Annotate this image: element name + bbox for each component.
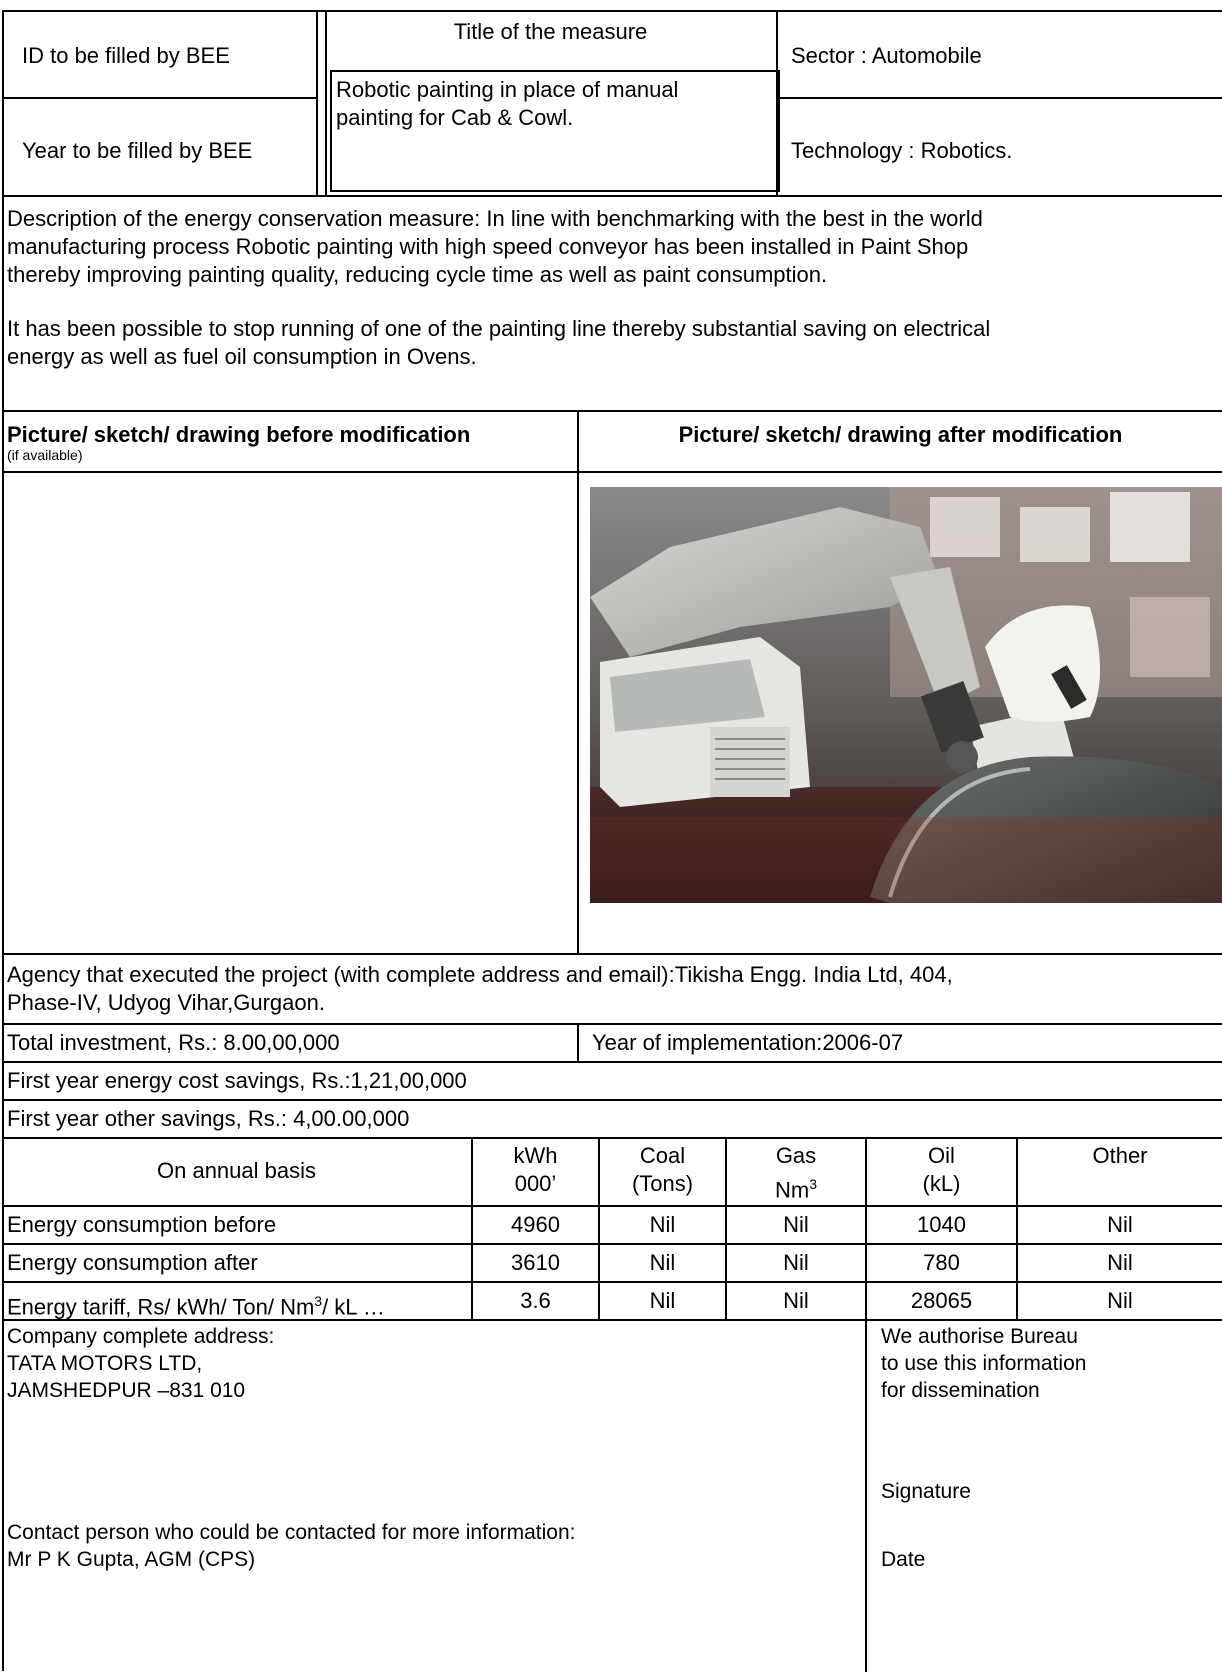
table-cell: Nil: [783, 1288, 809, 1313]
id-label: ID to be filled by BEE: [22, 43, 230, 68]
table-cell: 780: [923, 1250, 960, 1275]
description-line: manufacturing process Robotic painting with high speed conveyor has been installed in Paint Shop: [7, 234, 969, 259]
column-header-gas: Gas Nm$^3$: [774, 1143, 817, 1203]
title-heading: Title of the measure: [453, 19, 648, 44]
contact-person: Mr P K Gupta, AGM (CPS): [7, 1548, 256, 1571]
total-investment: Total investment, Rs.: 8.00,00,000: [7, 1030, 340, 1055]
agency-line: Agency that executed the project (with complete address and email):Tikisha Engg. India Ltd, 404,: [7, 962, 953, 987]
measure-title-line1: Robotic painting in place of manual: [336, 77, 679, 102]
sector-label: Sector : Automobile: [791, 43, 982, 68]
authorisation-line: We authorise Bureau: [881, 1325, 1078, 1348]
table-cell: Nil: [1107, 1288, 1133, 1313]
table-cell: 3.6: [520, 1288, 551, 1313]
table-row-label: Energy consumption after: [7, 1250, 258, 1275]
after-picture-heading: Picture/ sketch/ drawing after modification: [678, 422, 1123, 447]
authorisation-line: to use this information: [881, 1352, 1087, 1375]
robotic-painting-photo: [590, 487, 1222, 903]
table-cell: Nil: [649, 1288, 676, 1313]
description-line: Description of the energy conservation measure: In line with benchmarking with the best in the world: [7, 206, 983, 231]
technology-label: Technology : Robotics.: [791, 138, 1013, 163]
other-savings: First year other savings, Rs.: 4,00.00,000: [7, 1106, 410, 1131]
table-cell: 28065: [910, 1288, 973, 1313]
year-of-implementation: Year of implementation:2006-07: [592, 1030, 904, 1055]
table-cell: Nil: [649, 1250, 676, 1275]
column-header-kwh: kWh 000’: [513, 1143, 558, 1196]
table-row-label: Energy consumption before: [7, 1212, 277, 1237]
before-picture-heading: Picture/ sketch/ drawing before modification: [7, 422, 471, 447]
signature-field: Signature: [881, 1480, 971, 1503]
tariff-row-label: Energy tariff, Rs/ kWh/ Ton/ Nm$^3$/ kL …: [7, 1293, 385, 1320]
company-name: TATA MOTORS LTD,: [7, 1352, 203, 1375]
table-cell: 3610: [511, 1250, 560, 1275]
measure-title-line2: painting for Cab & Cowl.: [336, 105, 574, 130]
company-city: JAMSHEDPUR –831 010: [7, 1379, 246, 1402]
description-line: thereby improving painting quality, reducing cycle time as well as paint consumption.: [7, 262, 828, 287]
column-header-other: Other: [1092, 1143, 1148, 1168]
description-line: It has been possible to stop running of one of the painting line thereby substantial saving on electrical: [7, 316, 991, 341]
agency-line: Phase-IV, Udyog Vihar,Gurgaon.: [7, 990, 325, 1015]
table-cell: Nil: [1107, 1250, 1133, 1275]
table-cell: 1040: [917, 1212, 966, 1237]
table-cell: Nil: [1107, 1212, 1133, 1237]
authorisation-line: for dissemination: [881, 1379, 1040, 1402]
table-cell: Nil: [649, 1212, 676, 1237]
column-header-coal: Coal (Tons): [631, 1143, 694, 1196]
description-line: energy as well as fuel oil consumption in Ovens.: [7, 344, 477, 369]
year-label: Year to be filled by BEE: [22, 138, 253, 163]
date-field: Date: [881, 1548, 926, 1571]
table-cell: Nil: [783, 1250, 809, 1275]
contact-label: Contact person who could be contacted for more information:: [7, 1521, 576, 1544]
column-header-oil: Oil (kL): [922, 1143, 961, 1196]
table-cell: 4960: [511, 1212, 560, 1237]
table-cell: Nil: [783, 1212, 809, 1237]
before-picture-note: (if available): [7, 447, 83, 463]
energy-cost-savings: First year energy cost savings, Rs.:1,21,00,000: [7, 1068, 467, 1093]
annual-basis-header: On annual basis: [157, 1158, 316, 1183]
company-address-label: Company complete address:: [7, 1325, 275, 1348]
